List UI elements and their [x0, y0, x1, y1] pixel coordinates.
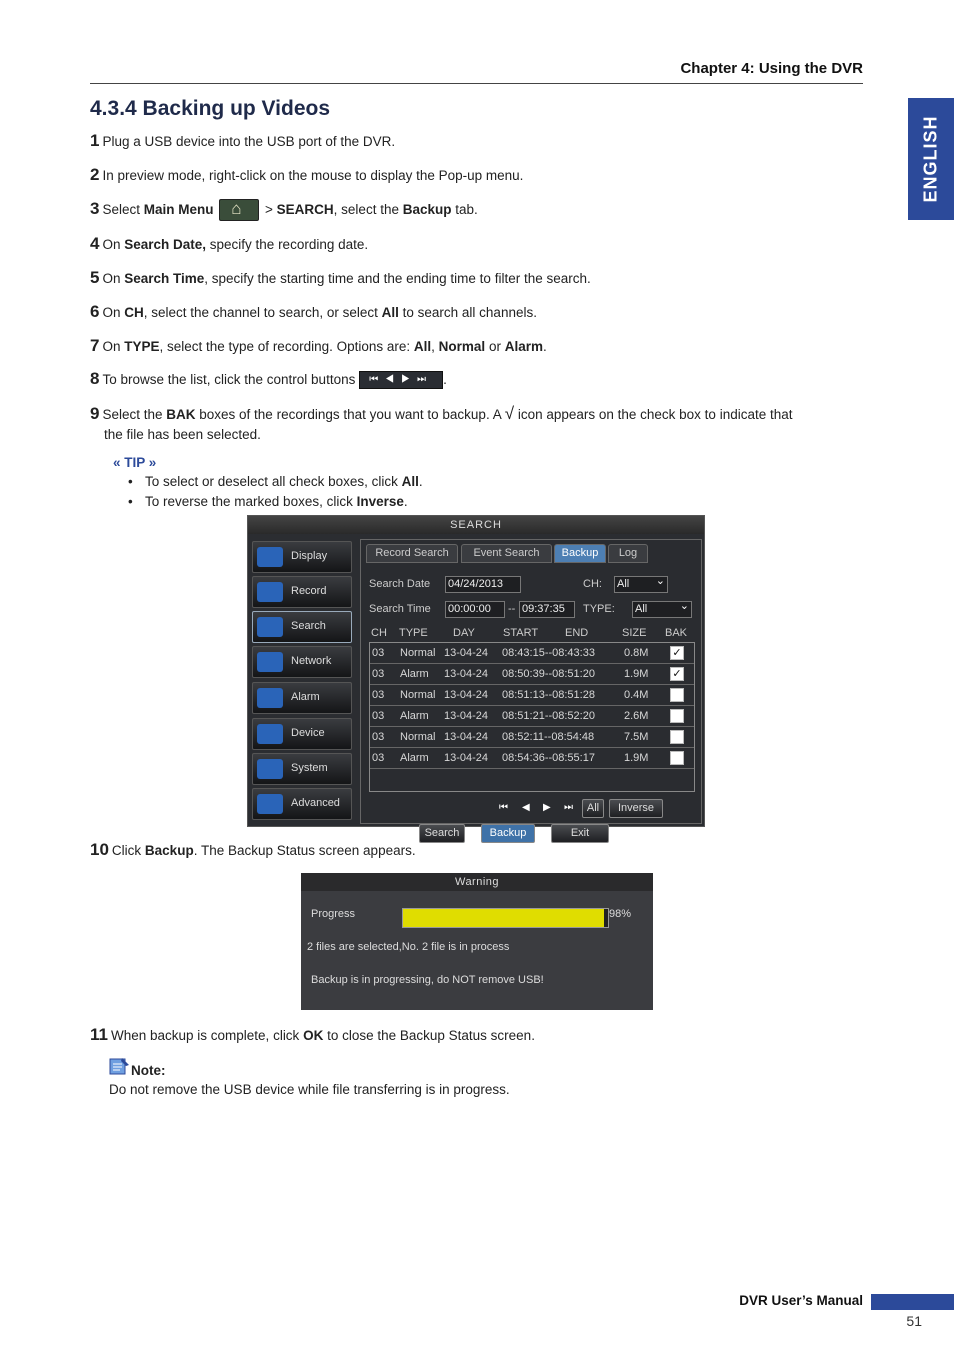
step-text: or: [485, 339, 505, 354]
step-number: 7: [90, 336, 100, 355]
cell-day: 13-04-24: [444, 647, 489, 659]
sidebar-item-display[interactable]: [252, 541, 352, 573]
progress-label: Progress: [311, 908, 356, 920]
cell-ch: 03: [372, 710, 385, 722]
step-11: [90, 1025, 535, 1046]
step-7: [90, 336, 547, 357]
ch-label: CH:: [583, 578, 602, 590]
step-text: boxes of the recordings that you want to backup. A: [195, 407, 505, 422]
step-bold: Search Time: [124, 271, 205, 286]
wrench-icon: [257, 794, 283, 814]
cell-day: 13-04-24: [444, 689, 489, 701]
tip-text: .: [403, 494, 408, 509]
backup-button[interactable]: Backup: [481, 824, 535, 843]
sidebar-label: Device: [291, 727, 325, 739]
col-size: SIZE: [622, 627, 647, 639]
cell-time: 08:51:13--08:51:28: [502, 689, 595, 701]
col-start: START: [503, 627, 539, 639]
chapter-header: Chapter 4: Using the DVR: [680, 60, 863, 77]
col-type: TYPE: [399, 627, 428, 639]
language-label: ENGLISH: [920, 115, 941, 203]
col-ch: CH: [371, 627, 387, 639]
step-number: 1: [90, 131, 100, 150]
table-row[interactable]: [370, 727, 694, 748]
step-2: [90, 165, 523, 186]
step-text: icon appears on the check box to indicate that: [514, 407, 793, 422]
note-text: Do not remove the USB device while file transferring is in progress.: [109, 1082, 510, 1097]
page-number: 51: [906, 1313, 922, 1329]
cell-size: 1.9M: [624, 668, 649, 680]
step-text: , select the channel to search, or select: [143, 305, 382, 320]
dvr-main-panel: [360, 539, 702, 839]
cell-ch: 03: [372, 689, 385, 701]
table-row[interactable]: [370, 685, 694, 706]
search-date-label: Search Date: [369, 578, 431, 590]
step-bold: Normal: [438, 339, 486, 354]
cell-time: 08:52:11--08:54:48: [502, 731, 595, 743]
tip-label: « TIP »: [113, 455, 157, 470]
step-text: . The Backup Status screen appears.: [193, 843, 416, 858]
search-date-field[interactable]: 04/24/2013: [445, 576, 521, 593]
step-text: .: [443, 372, 447, 387]
step-bold: SEARCH: [276, 202, 334, 217]
step-1: [90, 131, 395, 152]
tip-bold: All: [401, 474, 419, 489]
tip-text: To reverse the marked boxes, click: [145, 494, 357, 509]
home-icon: [219, 199, 259, 221]
step-number: 2: [90, 165, 100, 184]
step-number: 4: [90, 234, 100, 253]
bak-checkbox[interactable]: [670, 688, 684, 702]
cell-day: 13-04-24: [444, 668, 489, 680]
cell-size: 7.5M: [624, 731, 649, 743]
cell-day: 13-04-24: [444, 710, 489, 722]
sidebar-item-search[interactable]: [252, 611, 352, 643]
ch-select[interactable]: All ⌄: [614, 576, 668, 593]
next-page-icon[interactable]: ▶: [543, 802, 551, 813]
type-label: TYPE:: [583, 603, 615, 615]
cell-day: 13-04-24: [444, 752, 489, 764]
table-row[interactable]: [370, 664, 694, 685]
step-bold: Alarm: [504, 339, 543, 354]
bak-checkbox[interactable]: [670, 730, 684, 744]
header-rule: [90, 83, 863, 84]
first-page-icon[interactable]: ⏮: [499, 802, 508, 813]
step-8: [90, 369, 447, 390]
step-number: 8: [90, 369, 100, 388]
step-bold: BAK: [166, 407, 196, 422]
check-mark-icon: √: [504, 404, 515, 423]
cell-size: 0.8M: [624, 647, 649, 659]
table-row[interactable]: [370, 643, 694, 664]
search-icon: [257, 617, 283, 637]
tab-record-search[interactable]: Record Search: [366, 544, 458, 563]
step-text: ,: [431, 339, 439, 354]
step-number: 5: [90, 268, 100, 287]
step-9: [90, 404, 860, 445]
step-bold: All: [381, 305, 399, 320]
sidebar-item-network[interactable]: [252, 646, 352, 678]
step-text: Click: [111, 843, 145, 858]
dvr-title: SEARCH: [248, 516, 704, 534]
tab-backup[interactable]: Backup: [554, 544, 606, 563]
step-text: When backup is complete, click: [110, 1028, 304, 1043]
cell-type: Alarm: [400, 668, 429, 680]
recordings-table: [369, 642, 695, 792]
language-side-tab: [908, 98, 954, 220]
sidebar-label: System: [291, 762, 328, 774]
sidebar-label: Display: [291, 550, 328, 562]
step-6: [90, 302, 537, 323]
step-text: tab.: [451, 202, 478, 217]
cell-time: 08:54:36--08:55:17: [502, 752, 595, 764]
col-end: END: [565, 627, 589, 639]
alarm-icon: [257, 688, 283, 708]
last-page-icon[interactable]: ⏭: [564, 802, 573, 813]
sidebar-item-advanced[interactable]: [252, 788, 352, 820]
col-day: DAY: [453, 627, 475, 639]
step-bold: Backup: [144, 843, 194, 858]
step-number: 11: [90, 1025, 108, 1044]
step-bold: All: [413, 339, 432, 354]
sidebar-label: Network: [291, 655, 332, 667]
cell-time: 08:43:15--08:43:33: [502, 647, 595, 659]
step-text: In preview mode, right-click on the mouse to display the Pop-up menu.: [102, 168, 524, 183]
previous-page-icon[interactable]: ◀: [522, 802, 530, 813]
cell-size: 1.9M: [624, 752, 649, 764]
progress-bar: [402, 908, 609, 928]
cell-size: 2.6M: [624, 710, 649, 722]
col-bak: BAK: [665, 627, 688, 639]
tip-item: • To select or deselect all check boxes, click All.: [128, 474, 423, 489]
inverse-button[interactable]: Inverse: [609, 799, 663, 818]
step-text: To browse the list, click the control buttons: [102, 372, 356, 387]
control-buttons-icon: ⏮◀▶⏭: [359, 371, 443, 389]
step-text: to search all channels.: [398, 305, 537, 320]
cell-time: 08:50:39--08:51:20: [502, 668, 595, 680]
footer-manual-title: DVR User’s Manual: [739, 1293, 863, 1308]
note-icon: [108, 1057, 130, 1076]
step-text: specify the recording date.: [206, 237, 369, 252]
gear-icon: [257, 759, 283, 779]
display-icon: [257, 547, 283, 567]
step-bold: TYPE: [124, 339, 160, 354]
dvr-search-screen: [247, 515, 705, 839]
step-5: [90, 268, 591, 289]
sidebar-item-system[interactable]: [252, 753, 352, 785]
time-separator: --: [508, 603, 516, 615]
tip-text: To select or deselect all check boxes, click: [145, 474, 402, 489]
tip-item: • To reverse the marked boxes, click Inverse.: [128, 494, 408, 509]
step-text: Select: [102, 202, 144, 217]
step-bold: OK: [303, 1028, 324, 1043]
note-label: Note:: [131, 1063, 166, 1078]
progress-fill: [403, 909, 604, 927]
network-icon: [257, 652, 283, 672]
step-text: On: [102, 271, 125, 286]
step-3: [90, 199, 478, 221]
step-text: the file has been selected.: [104, 427, 261, 442]
step-text: >: [261, 202, 277, 217]
cell-time: 08:51:21--08:52:20: [502, 710, 595, 722]
sidebar-label: Alarm: [291, 691, 320, 703]
warning-message: Backup is in progressing, do NOT remove USB!: [311, 974, 544, 986]
device-icon: [257, 724, 283, 744]
type-select[interactable]: All ⌄: [632, 601, 692, 618]
step-bold: CH: [124, 305, 144, 320]
dialog-title: Warning: [301, 873, 653, 891]
cell-ch: 03: [372, 752, 385, 764]
status-line: 2 files are selected,No. 2 file is in process: [307, 941, 510, 953]
cell-ch: 03: [372, 668, 385, 680]
step-bold: Backup: [402, 202, 452, 217]
step-number: 10: [90, 840, 109, 859]
step-text: , specify the starting time and the ending time to filter the search.: [204, 271, 591, 286]
cell-type: Normal: [400, 689, 436, 701]
step-number: 6: [90, 302, 100, 321]
step-text: Plug a USB device into the USB port of the DVR.: [102, 134, 396, 149]
cell-ch: 03: [372, 647, 385, 659]
sidebar-item-record[interactable]: [252, 576, 352, 608]
sidebar-item-device[interactable]: [252, 718, 352, 750]
table-row[interactable]: [370, 706, 694, 727]
tab-event-search[interactable]: Event Search: [461, 544, 552, 563]
sidebar-label: Search: [291, 620, 326, 632]
cell-ch: 03: [372, 731, 385, 743]
table-row[interactable]: [370, 748, 694, 769]
footer-bar: [871, 1294, 954, 1310]
step-text: On: [102, 305, 125, 320]
step-bold: Search Date,: [124, 237, 207, 252]
progress-percent: 98%: [609, 908, 632, 920]
sidebar-label: Record: [291, 585, 327, 597]
tab-log[interactable]: Log: [608, 544, 648, 563]
time-start-field[interactable]: 00:00:00: [445, 601, 505, 618]
bak-checkbox[interactable]: ✓: [670, 667, 684, 681]
section-title: 4.3.4 Backing up Videos: [90, 97, 331, 120]
step-10: [90, 840, 416, 861]
step-text: to close the Backup Status screen.: [323, 1028, 535, 1043]
cell-type: Alarm: [400, 710, 429, 722]
cell-size: 0.4M: [624, 689, 649, 701]
sidebar-item-alarm[interactable]: [252, 682, 352, 714]
search-button[interactable]: Search: [419, 824, 465, 843]
cell-type: Alarm: [400, 752, 429, 764]
cell-type: Normal: [400, 731, 436, 743]
step-number: 9: [90, 404, 100, 423]
step-number: 3: [90, 199, 100, 218]
step-text: Select the: [102, 407, 167, 422]
all-button[interactable]: All: [582, 799, 604, 818]
step-text: On: [102, 237, 125, 252]
step-text: On: [102, 339, 125, 354]
exit-button[interactable]: Exit: [551, 824, 609, 843]
tip-text: .: [418, 474, 423, 489]
time-end-field[interactable]: 09:37:35: [519, 601, 575, 618]
backup-status-dialog: [301, 873, 653, 1010]
record-icon: [257, 582, 283, 602]
bak-checkbox[interactable]: [670, 751, 684, 765]
bak-checkbox[interactable]: ✓: [670, 646, 684, 660]
tip-bold: Inverse: [356, 494, 404, 509]
step-text: .: [542, 339, 547, 354]
step-text: , select the type of recording. Options are:: [159, 339, 414, 354]
cell-type: Normal: [400, 647, 436, 659]
search-time-label: Search Time: [369, 603, 431, 615]
cell-day: 13-04-24: [444, 731, 489, 743]
step-text: , select the: [333, 202, 403, 217]
bak-checkbox[interactable]: [670, 709, 684, 723]
sidebar-label: Advanced: [291, 797, 340, 809]
step-4: [90, 234, 368, 255]
step-bold: Main Menu: [143, 202, 214, 217]
